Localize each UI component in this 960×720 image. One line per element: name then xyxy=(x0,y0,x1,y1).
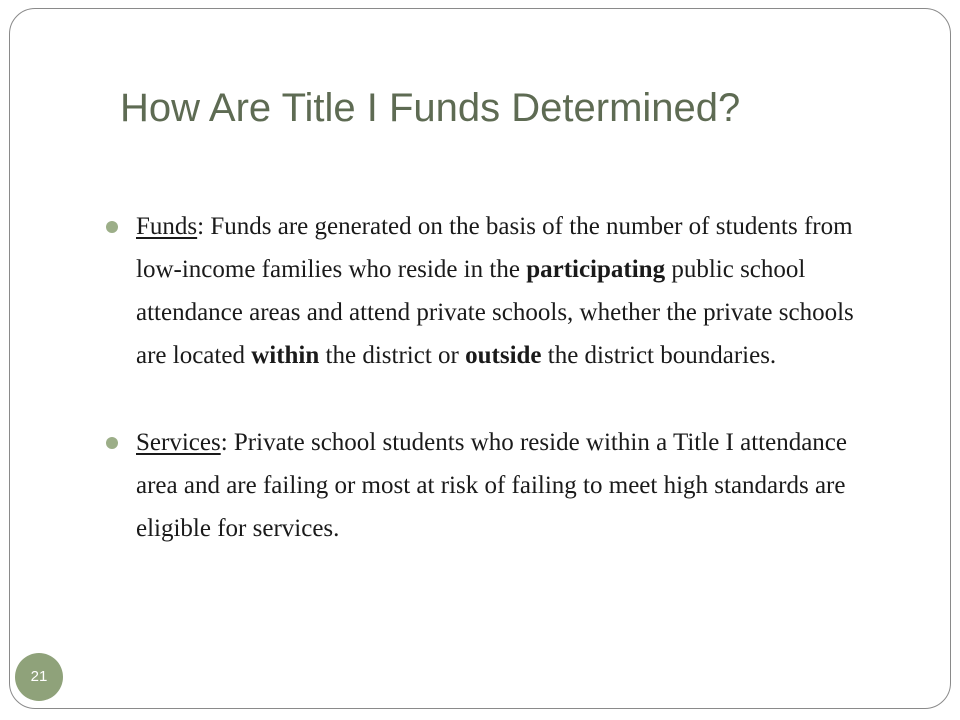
bullet-dot-icon xyxy=(106,437,118,449)
funds-emphasis-participating: participating xyxy=(526,256,666,283)
funds-term: Funds xyxy=(136,213,198,240)
bullet-services xyxy=(106,421,866,550)
slide-body xyxy=(106,205,866,550)
funds-emphasis-outside: outside xyxy=(465,342,542,369)
funds-text-3: the district or xyxy=(319,342,466,369)
funds-text-4: the district boundaries. xyxy=(541,342,777,369)
page-number-badge: 21 xyxy=(15,653,63,701)
slide-title: How Are Title I Funds Determined? xyxy=(120,86,741,130)
bullet-funds xyxy=(106,205,866,377)
bullet-dot-icon xyxy=(106,221,118,233)
services-term: Services xyxy=(136,429,221,456)
funds-text-1: : Funds are generated on the basis of the number of students from low-income families who reside in the xyxy=(136,213,853,283)
services-text: : Private school students who reside within a Title I attendance area and are failing or most at risk of failing to meet high standards are eligible for services. xyxy=(136,429,847,542)
funds-text-2: public school attendance areas and attend private schools, whether the private schools are located xyxy=(136,256,854,369)
funds-emphasis-within: within xyxy=(251,342,320,369)
